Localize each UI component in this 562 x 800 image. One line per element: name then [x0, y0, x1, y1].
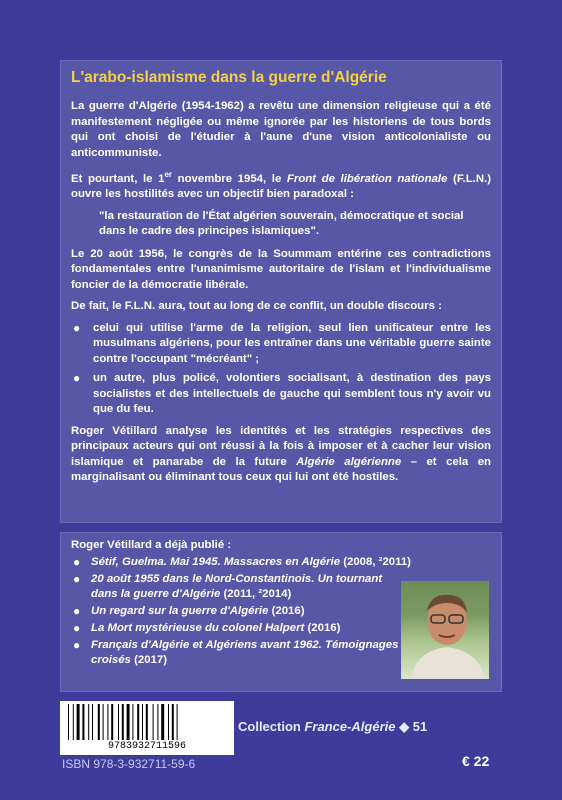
list-item-text: celui qui utilise l'arme de la religion, seul lien unificateur entre les musulmans algériens, pour les entraîner dans une véritable guerre sainte contre l'occupant "mécréant" ; [93, 321, 491, 365]
p2-sup: er [164, 170, 172, 179]
barcode-bar [111, 704, 113, 740]
bullet-dot-icon: ● [73, 555, 81, 569]
bullet-dot-icon: ● [73, 621, 81, 635]
barcode-bar [92, 704, 93, 740]
bullet-dot-icon: ● [73, 320, 81, 335]
paragraph-4: De fait, le F.L.N. aura, tout au long de ce conflit, un double discours : [71, 300, 442, 313]
barcode-bar [122, 704, 124, 740]
barcode-bar [137, 704, 139, 740]
list-item [71, 371, 491, 418]
publications-list [71, 555, 411, 668]
book-title-text: Français d'Algérie et Algériens avant 1962. Témoignages croisés [91, 639, 399, 666]
p2-text-a: Et pourtant, le 1 [71, 172, 165, 185]
barcode-bar [172, 704, 174, 740]
book-title: L'arabo-islamisme dans la guerre d'Algérie [71, 69, 387, 86]
barcode-bar [103, 704, 104, 740]
bullet-dot-icon: ● [73, 371, 81, 386]
paragraph-3: Le 20 août 1956, le congrès de la Soummam entérine ces contradictions fondamentales entre l'unanimisme autoritaire de l'islam et l'individualisme foncier de la démocratie libérale. [71, 247, 491, 291]
barcode-bar [73, 704, 74, 740]
bullet-dot-icon: ● [73, 572, 81, 586]
book-title-text: 20 août 1955 dans le Nord-Constantinois. Un tournant dans la guerre d'Algérie [91, 573, 383, 600]
discourse-list [71, 321, 491, 418]
book-info: (2011, ²2014) [220, 588, 292, 600]
p5-italic: Algérie algérienne [296, 455, 402, 468]
author-panel [60, 532, 502, 692]
bullet-dot-icon: ● [73, 604, 81, 618]
author-heading: Roger Vétillard a déjà publié : [71, 539, 232, 551]
paragraph-5 [71, 424, 491, 486]
author-photo [401, 581, 489, 679]
list-item [71, 621, 411, 636]
barcode [60, 701, 234, 755]
book-info: (2016) [268, 605, 305, 617]
price: € 22 [462, 753, 490, 769]
collection-name: France-Algérie [304, 719, 396, 734]
collection-prefix: Collection [238, 719, 305, 734]
barcode-bar [168, 704, 169, 740]
barcode-bar [177, 704, 178, 740]
book-title-text: Un regard sur la guerre d'Algérie [91, 605, 269, 617]
paragraph-2 [71, 167, 491, 203]
barcode-bar [132, 704, 133, 740]
book-title-text: Sétif, Guelma. Mai 1945. Massacres en Algérie [91, 556, 341, 568]
bullet-dot-icon: ● [73, 638, 81, 652]
barcode-bar [146, 704, 148, 740]
barcode-bar [142, 704, 143, 740]
description-panel [60, 60, 502, 523]
barcode-bar [127, 704, 130, 740]
isbn: ISBN 978-3-932711-59-6 [62, 757, 196, 771]
book-title-text: La Mort mystérieuse du colonel Halpert [91, 622, 305, 634]
barcode-bar [161, 704, 164, 740]
barcode-bar [153, 704, 154, 740]
collection-label [238, 719, 427, 735]
author-portrait-illustration [401, 581, 489, 679]
list-item [71, 321, 491, 368]
list-item [71, 638, 411, 668]
p5-text-b: – et cela en marginalisant ou éliminant tous ceux qui lui ont été hostiles. [71, 455, 491, 484]
book-info: (2017) [130, 654, 167, 666]
barcode-bar [82, 704, 84, 740]
book-info: (2008, ²2011) [340, 556, 411, 568]
list-item-text: un autre, plus policé, volontiers socialisant, à destination des pays socialistes et des intellectuels de gauche qui semblent tous n'y avoir vu que du feu. [93, 372, 491, 416]
book-info: (2016) [304, 622, 341, 634]
barcode-bar [107, 704, 108, 740]
p2-italic: Front de libération nationale [286, 172, 448, 185]
list-item [71, 604, 411, 619]
paragraph-1: La guerre d'Algérie (1954-1962) a revêtu une dimension religieuse qui a été manifestement négligée ou même ignorée par les historiens de tous bords qui ont choisi de l'étudier à l'aune d'une vision anticolonialiste ou anticommuniste. [71, 100, 491, 159]
barcode-bar [98, 704, 100, 740]
p2-text-c: (F.L.N.) ouvre les hostilités avec un objectif bien paradoxal : [71, 172, 492, 201]
barcode-number: 9783932711596 [107, 741, 186, 752]
quote: "la restauration de l'État algérien souverain, démocratique et social dans le cadre des principes islamiques". [99, 209, 464, 238]
barcode-bar [68, 704, 69, 740]
collection-number: 51 [412, 719, 428, 734]
list-item [71, 555, 411, 570]
barcode-bar [157, 704, 158, 740]
barcode-bar [88, 704, 89, 740]
diamond-icon: ◆ [399, 719, 410, 734]
list-item [71, 572, 411, 602]
p5-text-a: Roger Vétillard analyse les identités et les stratégies respectives des principaux acteurs qui ont réussi à la fois à imposer et à cacher leur vision islamique et panarabe de la future [71, 424, 491, 468]
barcode-bar [77, 704, 80, 740]
barcode-bar [118, 704, 119, 740]
p2-text-b: novembre 1954, le [172, 172, 287, 185]
